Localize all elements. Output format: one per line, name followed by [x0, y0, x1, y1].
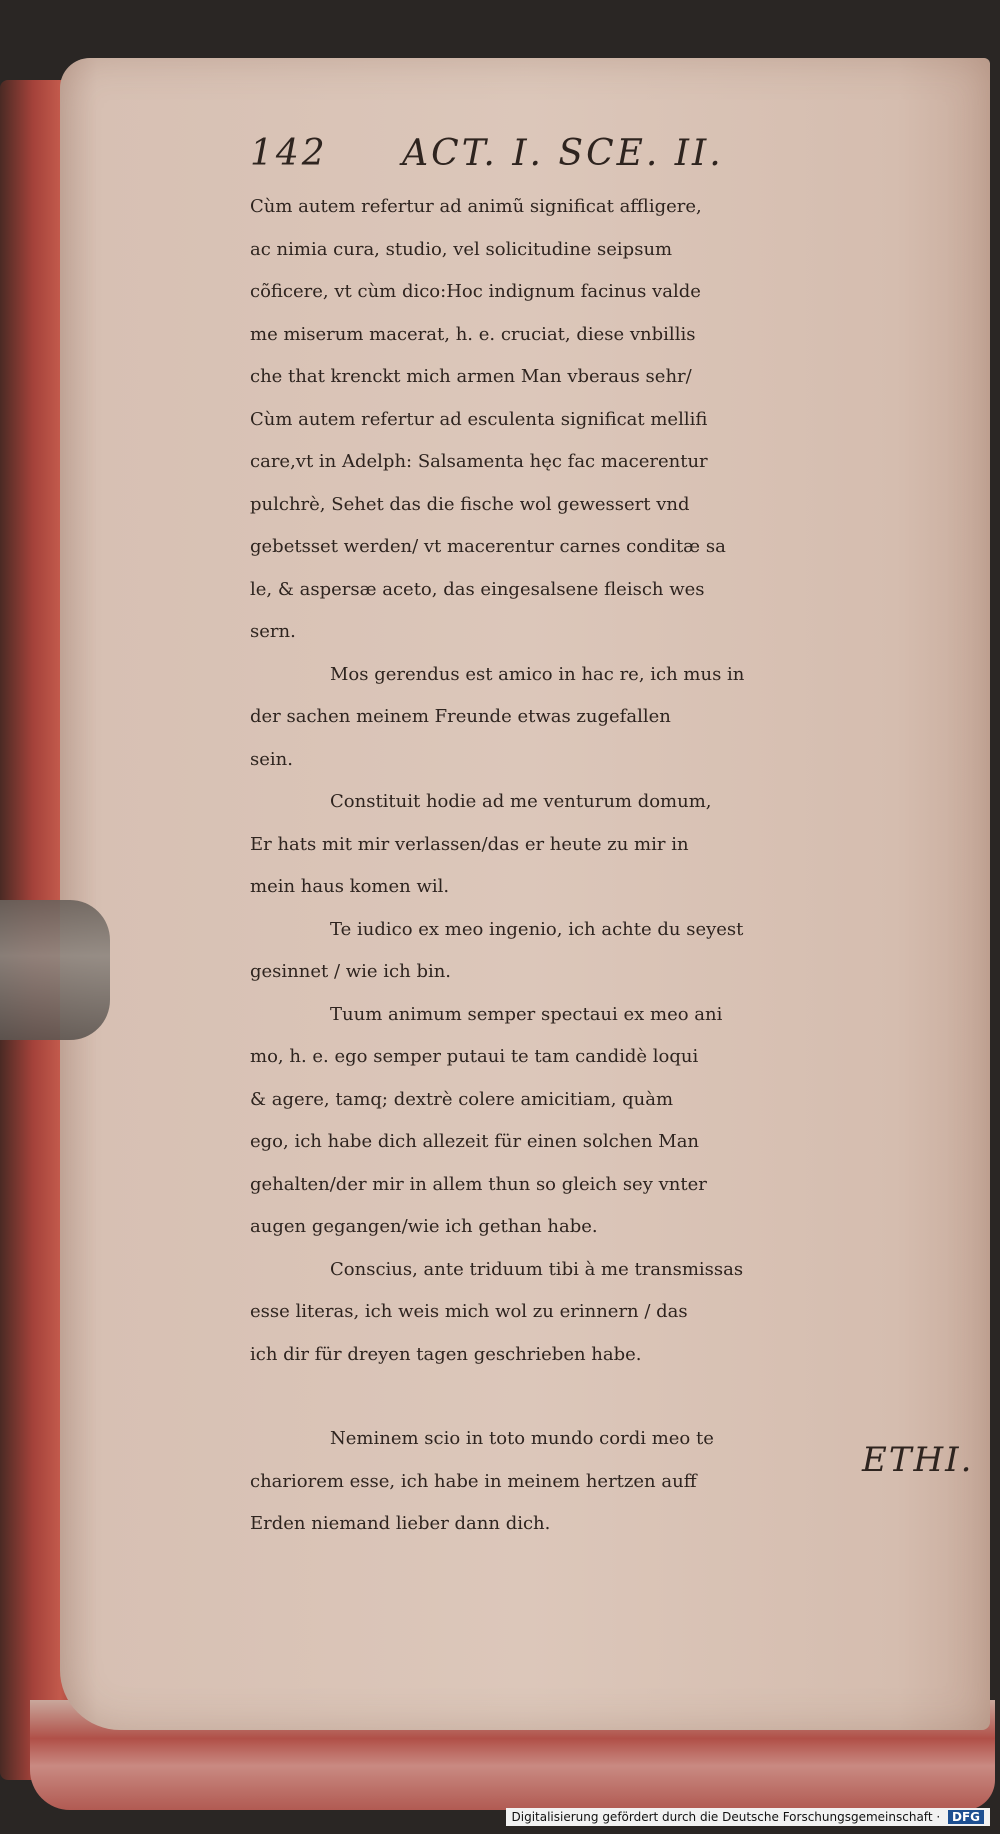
text-line: sein.: [250, 748, 293, 770]
text-line: mo, h. e. ego semper putaui te tam candidè loqui: [250, 1046, 699, 1067]
text-line: chariorem esse, ich habe in meinem hertzen auff: [250, 1470, 697, 1492]
text-line: Neminem scio in toto mundo cordi meo te: [330, 1428, 714, 1449]
text-line: gesinnet / wie ich bin.: [250, 961, 452, 982]
paragraph: [250, 1249, 990, 1377]
text-line: gehalten/der mir in allem thun so gleich sey vnter: [250, 1173, 707, 1195]
dfg-logo: DFG: [948, 1810, 984, 1824]
paragraph: [250, 654, 990, 782]
text-line: che that krenckt mich armen Man vberaus sehr/: [250, 366, 692, 387]
text-line: der sachen meinem Freunde etwas zugefallen: [250, 706, 671, 727]
text-line: Mos gerendus est amico in hac re, ich mus in: [330, 663, 745, 685]
text-line: ac nimia cura, studio, vel solicitudine seipsum: [250, 238, 673, 260]
text-line: & agere, tamq; dextrè colere amicitiam, quàm: [250, 1088, 674, 1110]
credit-text: Digitalisierung gefördert durch die Deutsche Forschungsgemeinschaft ·: [511, 1810, 941, 1824]
catchword: ETHI.: [862, 1440, 974, 1480]
text-line: Cùm autem refertur ad animũ significat affligere,: [250, 196, 702, 217]
paragraph: [250, 909, 990, 994]
text-line: gebetsset werden/ vt macerentur carnes conditæ sa: [250, 536, 726, 557]
text-line: Conscius, ante triduum tibi à me transmissas: [330, 1258, 744, 1280]
paragraph: [250, 186, 990, 654]
text-line: me miserum macerat, h. e. cruciat, diese vnbillis: [250, 323, 696, 345]
paragraph: [250, 781, 990, 909]
page-body: [250, 186, 990, 1546]
text-line: Constituit hodie ad me venturum domum,: [330, 791, 712, 812]
text-line: le, & aspersæ aceto, das eingesalsene fleisch wes: [250, 578, 705, 600]
text-line: ich dir für dreyen tagen geschrieben habe.: [250, 1343, 642, 1365]
text-line: sern.: [250, 621, 296, 642]
page-number: 142: [250, 133, 328, 174]
text-line: ego, ich habe dich allezeit für einen solchen Man: [250, 1131, 700, 1152]
page-clip: [0, 900, 110, 1040]
running-header: [250, 133, 810, 174]
text-line: Cùm autem refertur ad esculenta significat mellifi: [250, 408, 708, 430]
text-line: care,vt in Adelph: Salsamenta hęc fac macerentur: [250, 451, 708, 472]
text-line: cõficere, vt cùm dico:Hoc indignum facinus valde: [250, 281, 701, 302]
text-line: pulchrè, Sehet das die fische wol gewessert vnd: [250, 493, 690, 515]
text-line: augen gegangen/wie ich gethan habe.: [250, 1216, 598, 1237]
digitization-credit: [506, 1808, 990, 1826]
text-line: Te iudico ex meo ingenio, ich achte du seyest: [330, 918, 744, 940]
paragraph: [250, 994, 990, 1249]
paragraph: [250, 1418, 990, 1546]
text-line: esse literas, ich weis mich wol zu erinnern / das: [250, 1301, 688, 1322]
text-line: Erden niemand lieber dann dich.: [250, 1513, 551, 1534]
text-line: Er hats mit mir verlassen/das er heute zu mir in: [250, 833, 689, 855]
text-line: Tuum animum semper spectaui ex meo ani: [330, 1003, 723, 1025]
running-head: ACT. I. SCE. II.: [402, 133, 724, 174]
text-line: mein haus komen wil.: [250, 876, 450, 897]
